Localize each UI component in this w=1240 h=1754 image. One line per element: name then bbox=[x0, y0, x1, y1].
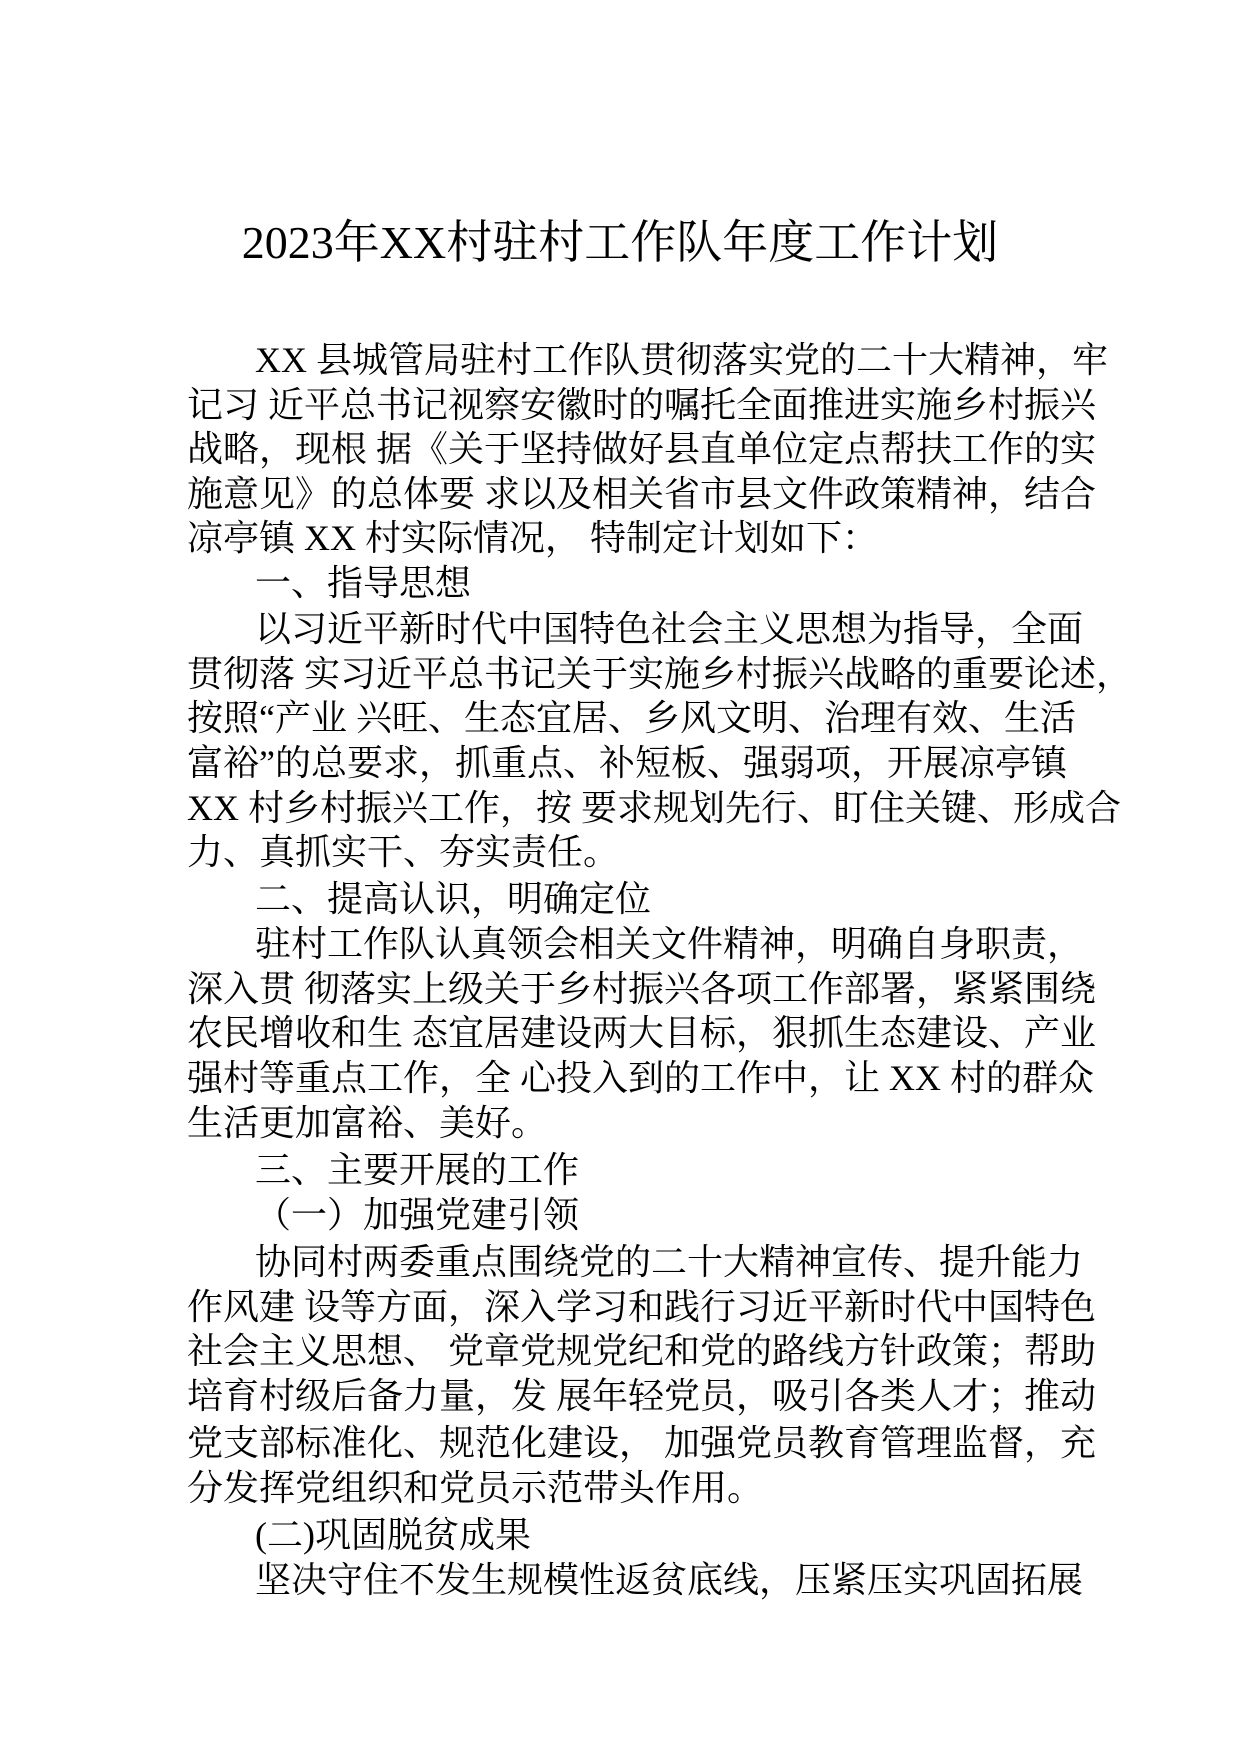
section-heading: （一）加强党建引领 bbox=[255, 1195, 580, 1235]
paragraph-line: 战略，现根 据《关于坚持做好县直单位定点帮扶工作的实 bbox=[187, 429, 1097, 469]
paragraph-line: XX 村乡村振兴工作，按 要求规划先行、盯住关键、形成合 bbox=[187, 788, 1121, 828]
paragraph-line: 坚决守住不发生规模性返贫底线，压紧压实巩固拓展 bbox=[255, 1560, 1084, 1600]
section-heading: 三、主要开展的工作 bbox=[255, 1150, 580, 1190]
paragraph-line: 党支部标准化、规范化建设， 加强党员教育管理监督，充 bbox=[187, 1423, 1097, 1463]
document-title: 2023年XX村驻村工作队年度工作计划 bbox=[241, 217, 999, 268]
paragraph-line: 生活更加富裕、美好。 bbox=[187, 1103, 548, 1143]
paragraph-line: 社会主义思想、 党章党规党纪和党的路线方针政策；帮助 bbox=[187, 1331, 1097, 1371]
section-heading: 一、指导思想 bbox=[255, 563, 472, 603]
paragraph-line: 作风建 设等方面，深入学习和践行习近平新时代中国特色 bbox=[187, 1287, 1097, 1327]
paragraph-line: 培育村级后备力量，发 展年轻党员，吸引各类人才；推动 bbox=[187, 1376, 1097, 1416]
paragraph-line: 凉亭镇 XX 村实际情况， 特制定计划如下： bbox=[187, 518, 878, 558]
paragraph-line: 贯彻落 实习近平总书记关于实施乡村振兴战略的重要论述， bbox=[187, 654, 1133, 694]
paragraph-line: 以习近平新时代中国特色社会主义思想为指导，全面 bbox=[255, 609, 1084, 649]
paragraph-line: 驻村工作队认真领会相关文件精神，明确自身职责， bbox=[255, 924, 1084, 964]
paragraph-line: 分发挥党组织和党员示范带头作用。 bbox=[187, 1468, 764, 1508]
paragraph-line: 按照“产业 兴旺、生态宜居、乡风文明、治理有效、生活 bbox=[187, 698, 1076, 738]
paragraph-line: 强村等重点工作，全 心投入到的工作中，让 XX 村的群众 bbox=[187, 1058, 1094, 1098]
section-heading: (二)巩固脱贫成果 bbox=[255, 1515, 531, 1555]
paragraph-line: 协同村两委重点围绕党的二十大精神宣传、提升能力 bbox=[255, 1242, 1084, 1282]
paragraph-line: 施意见》的总体要 求以及相关省市县文件政策精神，结合 bbox=[187, 474, 1097, 514]
paragraph-line: 深入贯 彻落实上级关于乡村振兴各项工作部署，紧紧围绕 bbox=[187, 969, 1097, 1009]
paragraph-line: XX 县城管局驻村工作队贯彻落实党的二十大精神，牢 bbox=[255, 340, 1108, 380]
section-heading: 二、提高认识，明确定位 bbox=[255, 879, 652, 919]
paragraph-line: 力、真抓实干、夯实责任。 bbox=[187, 832, 620, 872]
paragraph-line: 富裕”的总要求，抓重点、补短板、强弱项，开展凉亭镇 bbox=[187, 743, 1067, 783]
paragraph-line: 记习 近平总书记视察安徽时的嘱托全面推进实施乡村振兴 bbox=[187, 385, 1097, 425]
paragraph-line: 农民增收和生 态宜居建设两大目标，狠抓生态建设、产业 bbox=[187, 1013, 1097, 1053]
